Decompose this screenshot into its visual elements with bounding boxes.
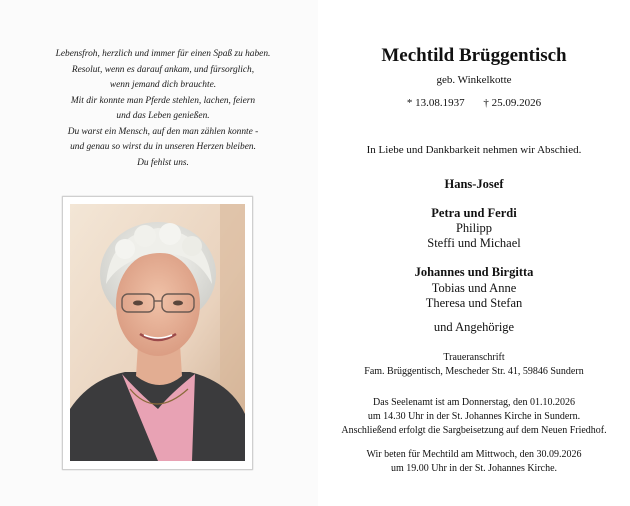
farewell-intro: In Liebe und Dankbarkeit nehmen wir Abschied. — [366, 144, 582, 156]
poem-line: und genau so wirst du in unseren Herzen bleiben. — [70, 142, 256, 152]
portrait-illustration — [70, 204, 245, 461]
poem-line: Du warst ein Mensch, auf den man zählen konnte - — [67, 126, 259, 137]
mourner-child: Steffi und Michael — [427, 236, 521, 250]
poem-line: wenn jemand dich brauchte. — [109, 80, 217, 90]
poem-line: und das Leben genießen. — [116, 111, 210, 121]
address-line: Fam. Brüggentisch, Mescheder Str. 41, 59846 Sundern — [364, 366, 584, 377]
poem-line: Mit dir konnte man Pferde stehlen, lachen, feiern — [70, 95, 256, 106]
address-label: Traueranschrift — [443, 352, 505, 363]
poem-line: Resolut, wenn es darauf ankam, und fürsorglich, — [71, 64, 255, 75]
birth-date: * 13.08.1937 — [406, 97, 465, 109]
mourner-spouse: Hans-Josef — [444, 177, 504, 191]
life-dates — [318, 97, 630, 109]
prayer-line: um 19.00 Uhr in der St. Johannes Kirche. — [390, 463, 558, 474]
mourner-child: Philipp — [455, 221, 493, 235]
portrait-photo — [70, 204, 245, 461]
maiden-name: geb. Winkelkotte — [436, 74, 512, 86]
poem-line: Du fehlst uns. — [137, 157, 189, 168]
portrait-frame — [62, 196, 253, 470]
mourner-child: Theresa und Stefan — [425, 296, 523, 310]
prayer-line: Wir beten für Mechtild am Mittwoch, den 30.09.2026 — [366, 449, 582, 460]
service-line: Anschließend erfolgt die Sargbeisetzung auf dem Neuen Friedhof. — [341, 425, 607, 436]
death-date: † 25.09.2026 — [483, 97, 542, 109]
service-line: um 14.30 Uhr in der St. Johannes Kirche in Sundern. — [367, 411, 581, 422]
mourner-couple: Johannes und Birgitta — [414, 265, 534, 279]
mourner-couple: Petra und Ferdi — [431, 206, 517, 220]
poem-line: Lebensfroh, herzlich und immer für einen Spaß zu haben. — [55, 49, 271, 59]
mourner-child: Tobias und Anne — [431, 281, 517, 295]
memorial-poem — [20, 47, 306, 171]
deceased-name: Mechtild Brüggentisch — [381, 45, 567, 66]
service-line: Das Seelenamt ist am Donnerstag, den 01.10.2026 — [373, 397, 575, 408]
mourner-relatives: und Angehörige — [433, 320, 515, 334]
